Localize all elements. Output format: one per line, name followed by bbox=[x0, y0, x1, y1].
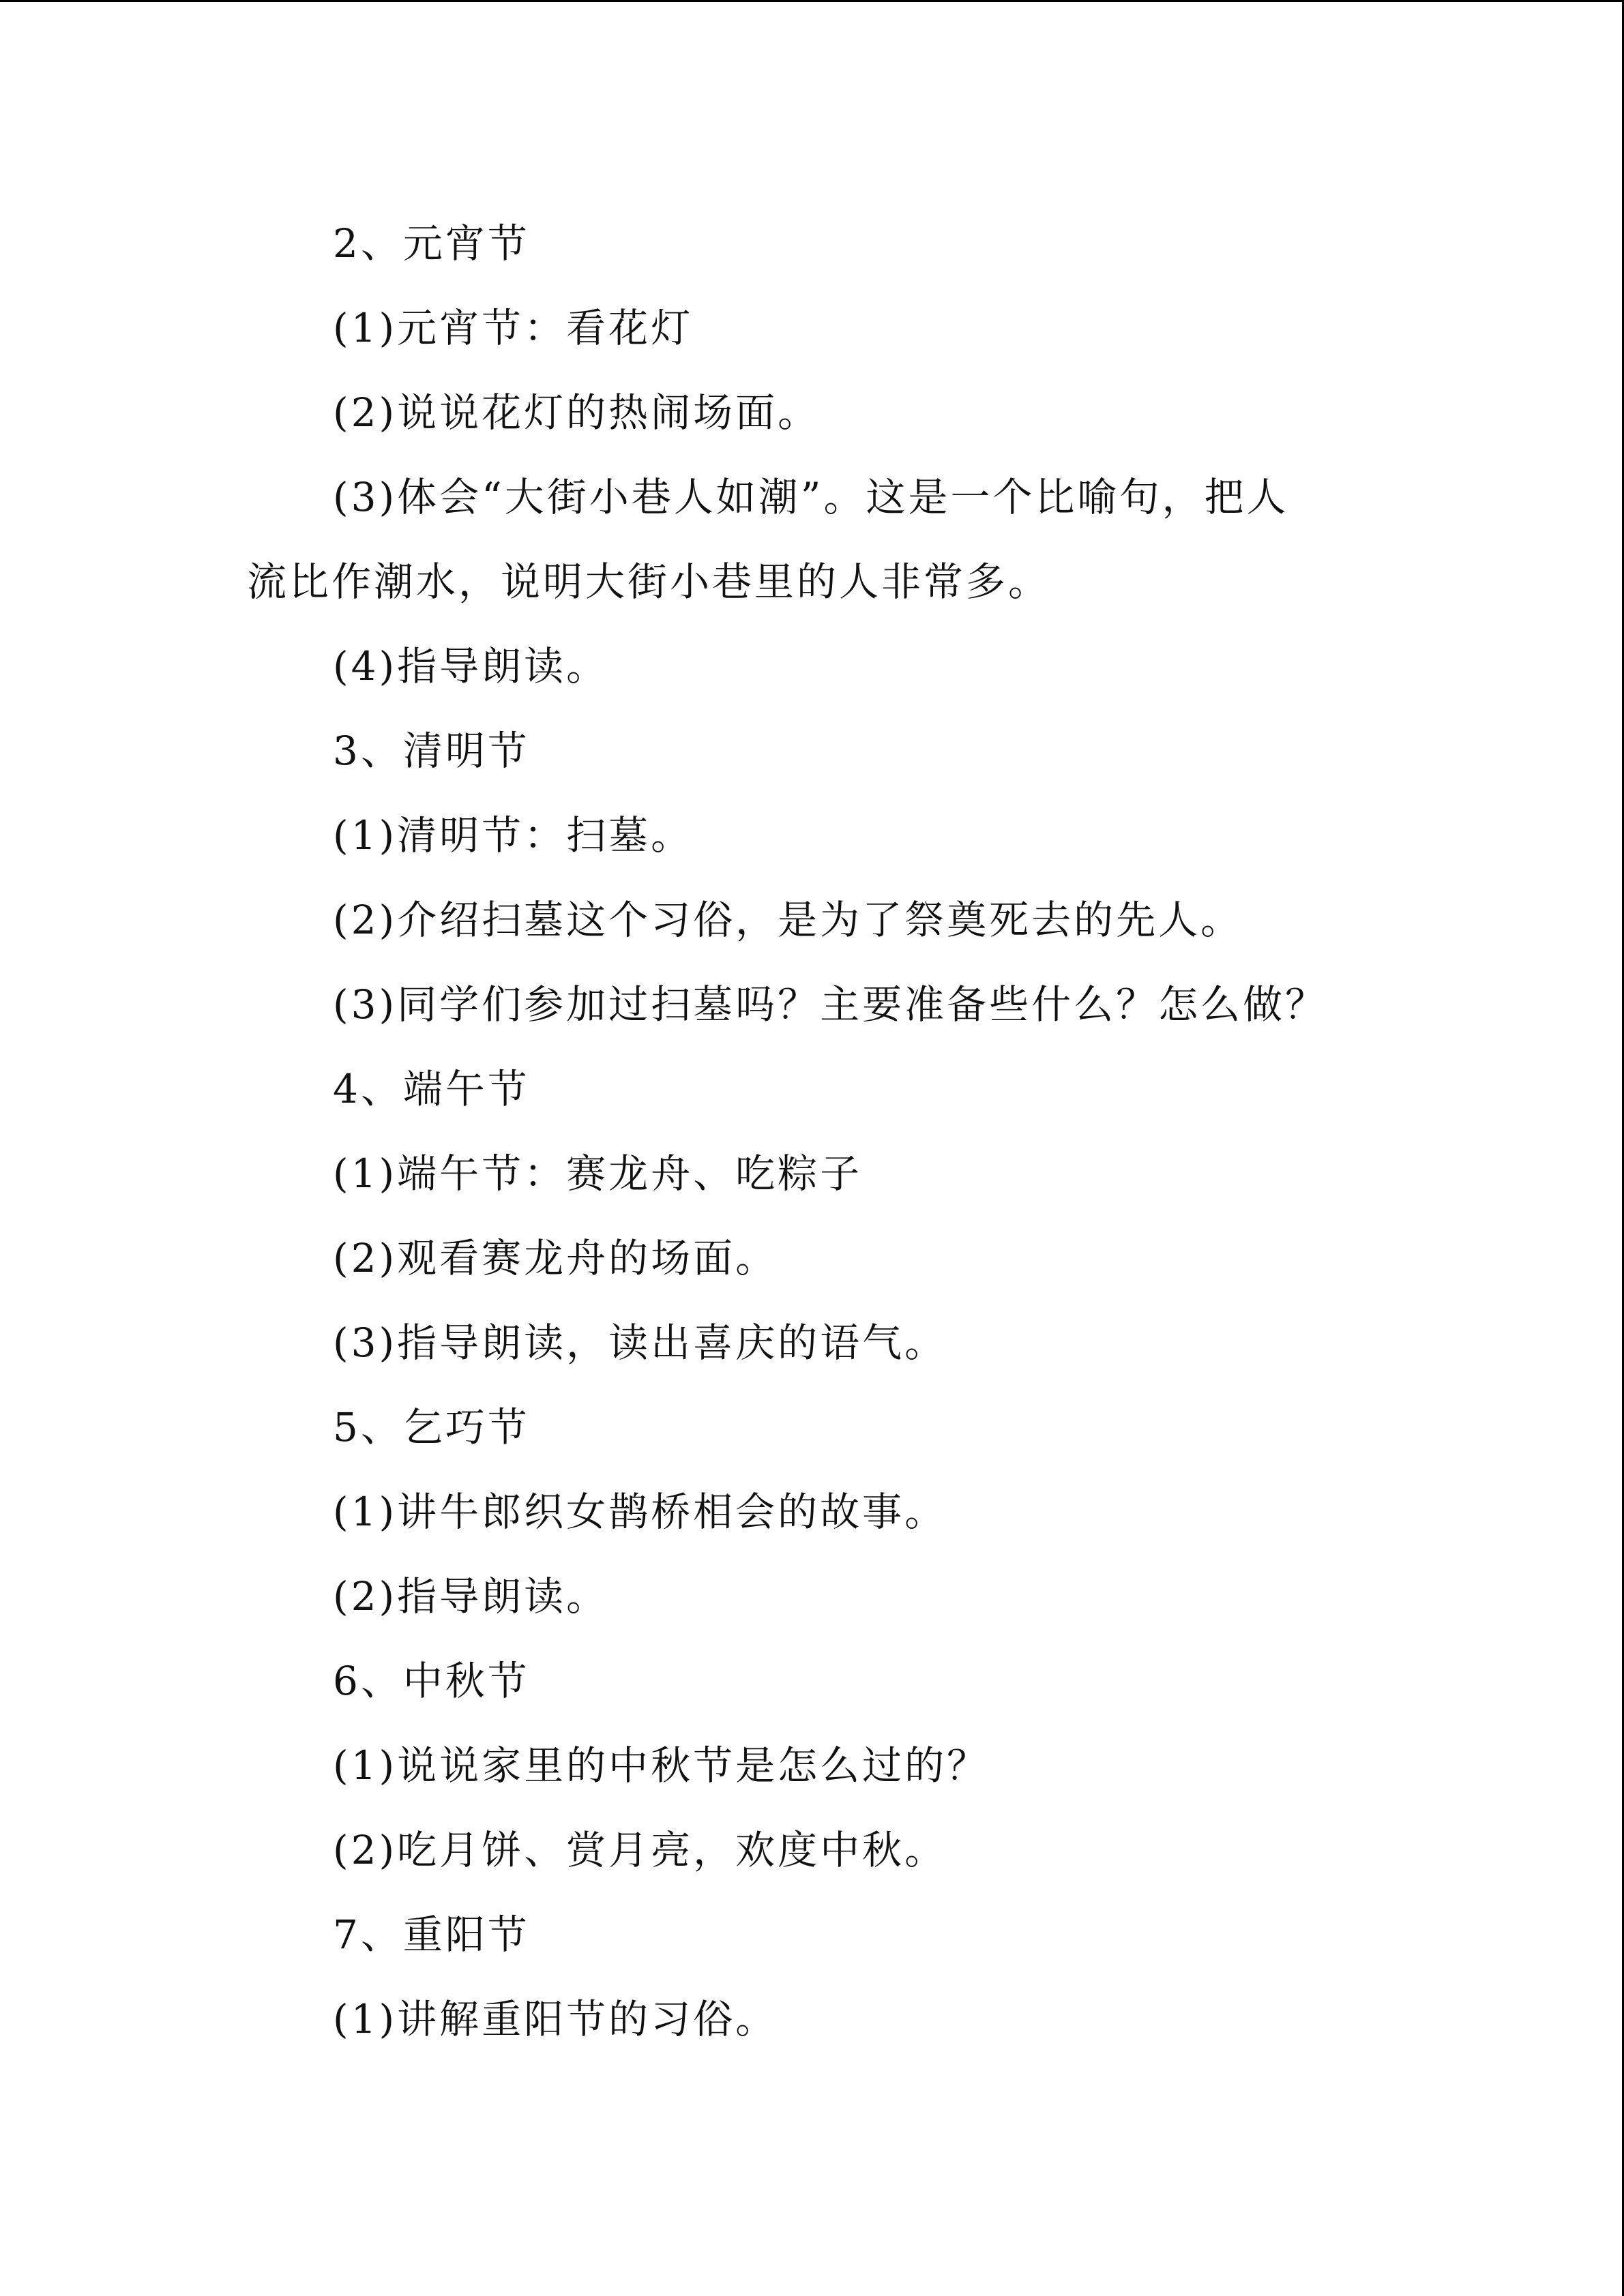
section-heading-dragon-boat: 4、端午节 bbox=[333, 1066, 530, 1112]
paragraph-line: (1)说说家里的中秋节是怎么过的？ bbox=[333, 1742, 990, 1789]
section-heading-double-ninth: 7、重阳节 bbox=[333, 1911, 530, 1958]
paragraph-line: (2)介绍扫墓这个习俗，是为了祭奠死去的先人。 bbox=[333, 897, 1243, 943]
paragraph-line: (1)清明节：扫墓。 bbox=[333, 812, 694, 859]
section-heading-qingming: 3、清明节 bbox=[333, 728, 530, 774]
paragraph-line: (3)指导朗读，读出喜庆的语气。 bbox=[333, 1320, 947, 1366]
paragraph-line: (2)吃月饼、赏月亮，欢度中秋。 bbox=[333, 1827, 947, 1873]
paragraph-line: (4)指导朗读。 bbox=[333, 643, 609, 689]
paragraph-line: (1)端午节：赛龙舟、吃粽子 bbox=[333, 1150, 863, 1197]
paragraph-line: (3)体会“大街小巷人如潮”。这是一个比喻句，把人 bbox=[333, 474, 1289, 520]
paragraph-line: (1)讲牛郎织女鹊桥相会的故事。 bbox=[333, 1489, 947, 1535]
section-heading-lantern-festival: 2、元宵节 bbox=[333, 220, 530, 267]
paragraph-line: (2)指导朗读。 bbox=[333, 1573, 609, 1620]
paragraph-line-continuation: 流比作潮水，说明大街小巷里的人非常多。 bbox=[247, 558, 1051, 605]
section-heading-qixi: 5、乞巧节 bbox=[333, 1404, 530, 1450]
document-body bbox=[247, 201, 1365, 2061]
paragraph-line: (1)讲解重阳节的习俗。 bbox=[333, 1996, 778, 2042]
paragraph-line: (3)同学们参加过扫墓吗？主要准备些什么？怎么做？ bbox=[333, 981, 1328, 1028]
section-heading-mid-autumn: 6、中秋节 bbox=[333, 1658, 530, 1704]
paragraph-line: (2)观看赛龙舟的场面。 bbox=[333, 1235, 778, 1281]
paragraph-line: (1)元宵节：看花灯 bbox=[333, 305, 694, 351]
paragraph-line: (2)说说花灯的热闹场面。 bbox=[333, 389, 821, 436]
